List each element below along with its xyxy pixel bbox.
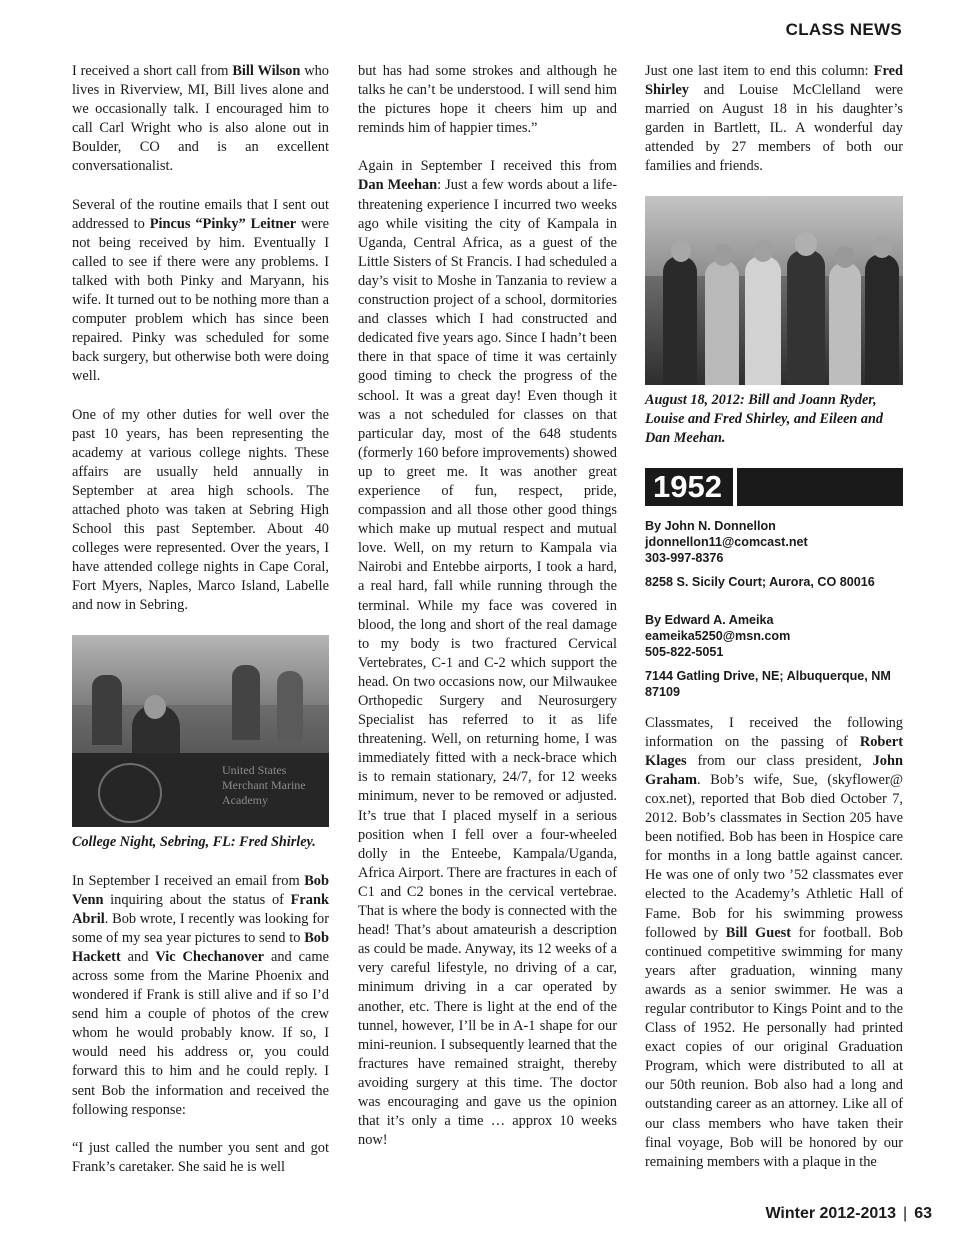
paragraph: One of my other duties for well over the past 10 years, has been representing the academy at various college nights. These affairs are usually held annually in September at area high schools. The attached photo was taken at Sebring High School this past September. About 40 colleges were represented. Over the years, I have attended college nights in Cape Coral, Fort Myers, Naples, Marco Island, Labelle and now in Sebring. <box>72 406 329 614</box>
section-label: CLASS NEWS <box>785 20 902 39</box>
class-year-header <box>645 468 903 506</box>
correspondent-contact <box>645 612 903 660</box>
paragraph: Again in September I received this from Dan Meehan: Just a few words about a life-threatening experience I incurred two weeks ago while visiting the city of Kampala in Uganda, Central Africa, as a guest of the Little Sisters of St Francis. I had scheduled a day’s visit to Moshe in Tanzania to review a construction project of a school, dormitories and classes which I had constructed and dedicated five years ago. Since I hadn’t been there in that space of time it was certainly good timing to check the progress of the school. It was a great day! Even though it was a not scheduled for classes on that particular day, most of the 648 students (formerly 160 before improvements) showed up to greet me. It was another great experience of fun, respect, pride, compassion and all those other good things which make up mutual respect and mutual love. Well, on my return to Kampala via Nairobi and Entebbe airports, I took a hard, a real hard, fall while running through the terminal. While my face was covered in blood, the long and short of the real damage to my body is two fractured Cervical Vertebrates, C-1 and C-2 which support the head. On two occasions now, our Milwaukee Orthopedic Surgery and Neurosurgery Specialist has referred to it as life threatening. Well, on returning home, I was immediately fitted with a neck-brace which is to remain stationary, 24/7, for 12 weeks minimum, never to be removed or adjusted. It’s true that I placed myself in a serious position when I fell over a four-wheeled dolly in the Enteebe, Kampala/Uganda, Africa Airport. There are fractures in each of C1 and C2 bones in the cervical vertebrae. That is where the body is connected with the head! That’s about amateurish a description as could be made. Anyway, its 12 weeks of a very careful lifestyle, no driving of a car, minimum driving in a car operated by another, etc. There is light at the end of the tunnel, however, I’ll be in A-1 shape for our mini-reunion. I subsequently learned that the fractures have remained straight, thereby avoiding surgery at this time. The doctor was encouraging and gave us the opinion that it’s only a time … approx 10 weeks now! <box>358 158 617 1149</box>
paragraph: In September I received an email from Bob Venn inquiring about the status of Frank Abril. Bob wrote, I recently was looking for some of my sea year pictures to send to Bob Hackett and Vic Chechanover and came across some from the Marine Phoenix and wondered if Frank is still alive and if so I’d send him a couple of photos of the crew whom he would probably know. If so, I would need his address or, you could forward this to him and he could reply. I sent Bob the information and received the following response: <box>72 872 329 1118</box>
photo-caption: August 18, 2012: Bill and Joann Ryder, Louise and Fred Shirley, and Eileen and Dan Meehan. <box>645 391 883 446</box>
class-year: 1952 <box>645 468 733 506</box>
banner-text: United States Merchant Marine Academy <box>222 762 306 807</box>
correspondent-contact <box>645 518 903 566</box>
footer-separator: | <box>903 1205 908 1222</box>
paragraph: Classmates, I received the following information on the passing of Robert Klages from our class president, John Graham. Bob’s wife, Sue, (skyflower@ cox.net), reported that Bob died October 7, 2012. Bob’s classmates in Section 205 have been notified. Bob has been in Hospice care for months in a long battle against cancer. He was one of only two ’52 classmates ever elected to the Academy’s Athletic Hall of Fame. Bob for his swimming prowess followed by Bill Guest for football. Bob continued competitive swimming for many years after graduation, winning many awards as a senior swimmer. He was a regular contributor to Kings Point and to the Class of 1952. He personally had printed exact copies of our original Graduation Program, which were distributed to all at our 50th reunion. Bob also had a long and outstanding career as an attorney. Like all of our class members who have taken their final voyage, Bob will be honored by our remaining members with a plaque in the <box>645 714 903 1170</box>
page-number: 63 <box>914 1205 932 1222</box>
column-1 <box>72 62 329 1196</box>
correspondent-name: By Edward A. Ameika <box>645 612 774 627</box>
column-3 <box>645 62 903 1191</box>
correspondent-email[interactable]: jdonnellon11@comcast.net <box>645 534 808 549</box>
paragraph: Just one last item to end this column: Fred Shirley and Louise McClelland were married on August 18 in his daughter’s garden in Bartlett, IL. A wonderful day attended by 27 members of both our families and friends. <box>645 63 903 175</box>
paragraph: I received a short call from Bill Wilson who lives in Riverview, MI, Bill lives alone and we occasionally talk. I encouraged him to call Carl Wright who is also alone out in Boulder, CO and is an excellent conversationalist. <box>72 63 329 175</box>
paragraph: “I just called the number you sent and got Frank’s caretaker. She said he is well <box>72 1139 329 1175</box>
paragraph: but has had some strokes and although he talks he can’t be understood. I will send him the pictures hope it cheers him up and reminds him of happier times.” <box>358 63 617 137</box>
photo-caption: College Night, Sebring, FL: Fred Shirley. <box>72 833 316 850</box>
correspondent-address: 7144 Gatling Drive, NE; Albuquerque, NM 87109 <box>645 668 891 699</box>
column-2 <box>358 62 617 1169</box>
correspondent-name: By John N. Donnellon <box>645 518 776 533</box>
correspondent-phone: 303-997-8376 <box>645 550 724 565</box>
paragraph: Several of the routine emails that I sent out addressed to Pincus “Pinky” Leitner were not being received by him. Eventually I called to see if there were any problems. I talked with both Pinky and Maryann, his wife. It turned out to be nothing more than a computer problem which has since been repaired. Pinky was scheduled for some back surgery, but otherwise both were doing well. <box>72 196 329 385</box>
correspondent-phone: 505-822-5051 <box>645 644 724 659</box>
page-footer <box>765 1205 932 1223</box>
issue-label: Winter 2012-2013 <box>765 1205 897 1222</box>
correspondent-address: 8258 S. Sicily Court; Aurora, CO 80016 <box>645 574 875 589</box>
college-night-photo <box>72 635 329 827</box>
wedding-photo <box>645 196 903 385</box>
correspondent-email[interactable]: eameika5250@msn.com <box>645 628 791 643</box>
